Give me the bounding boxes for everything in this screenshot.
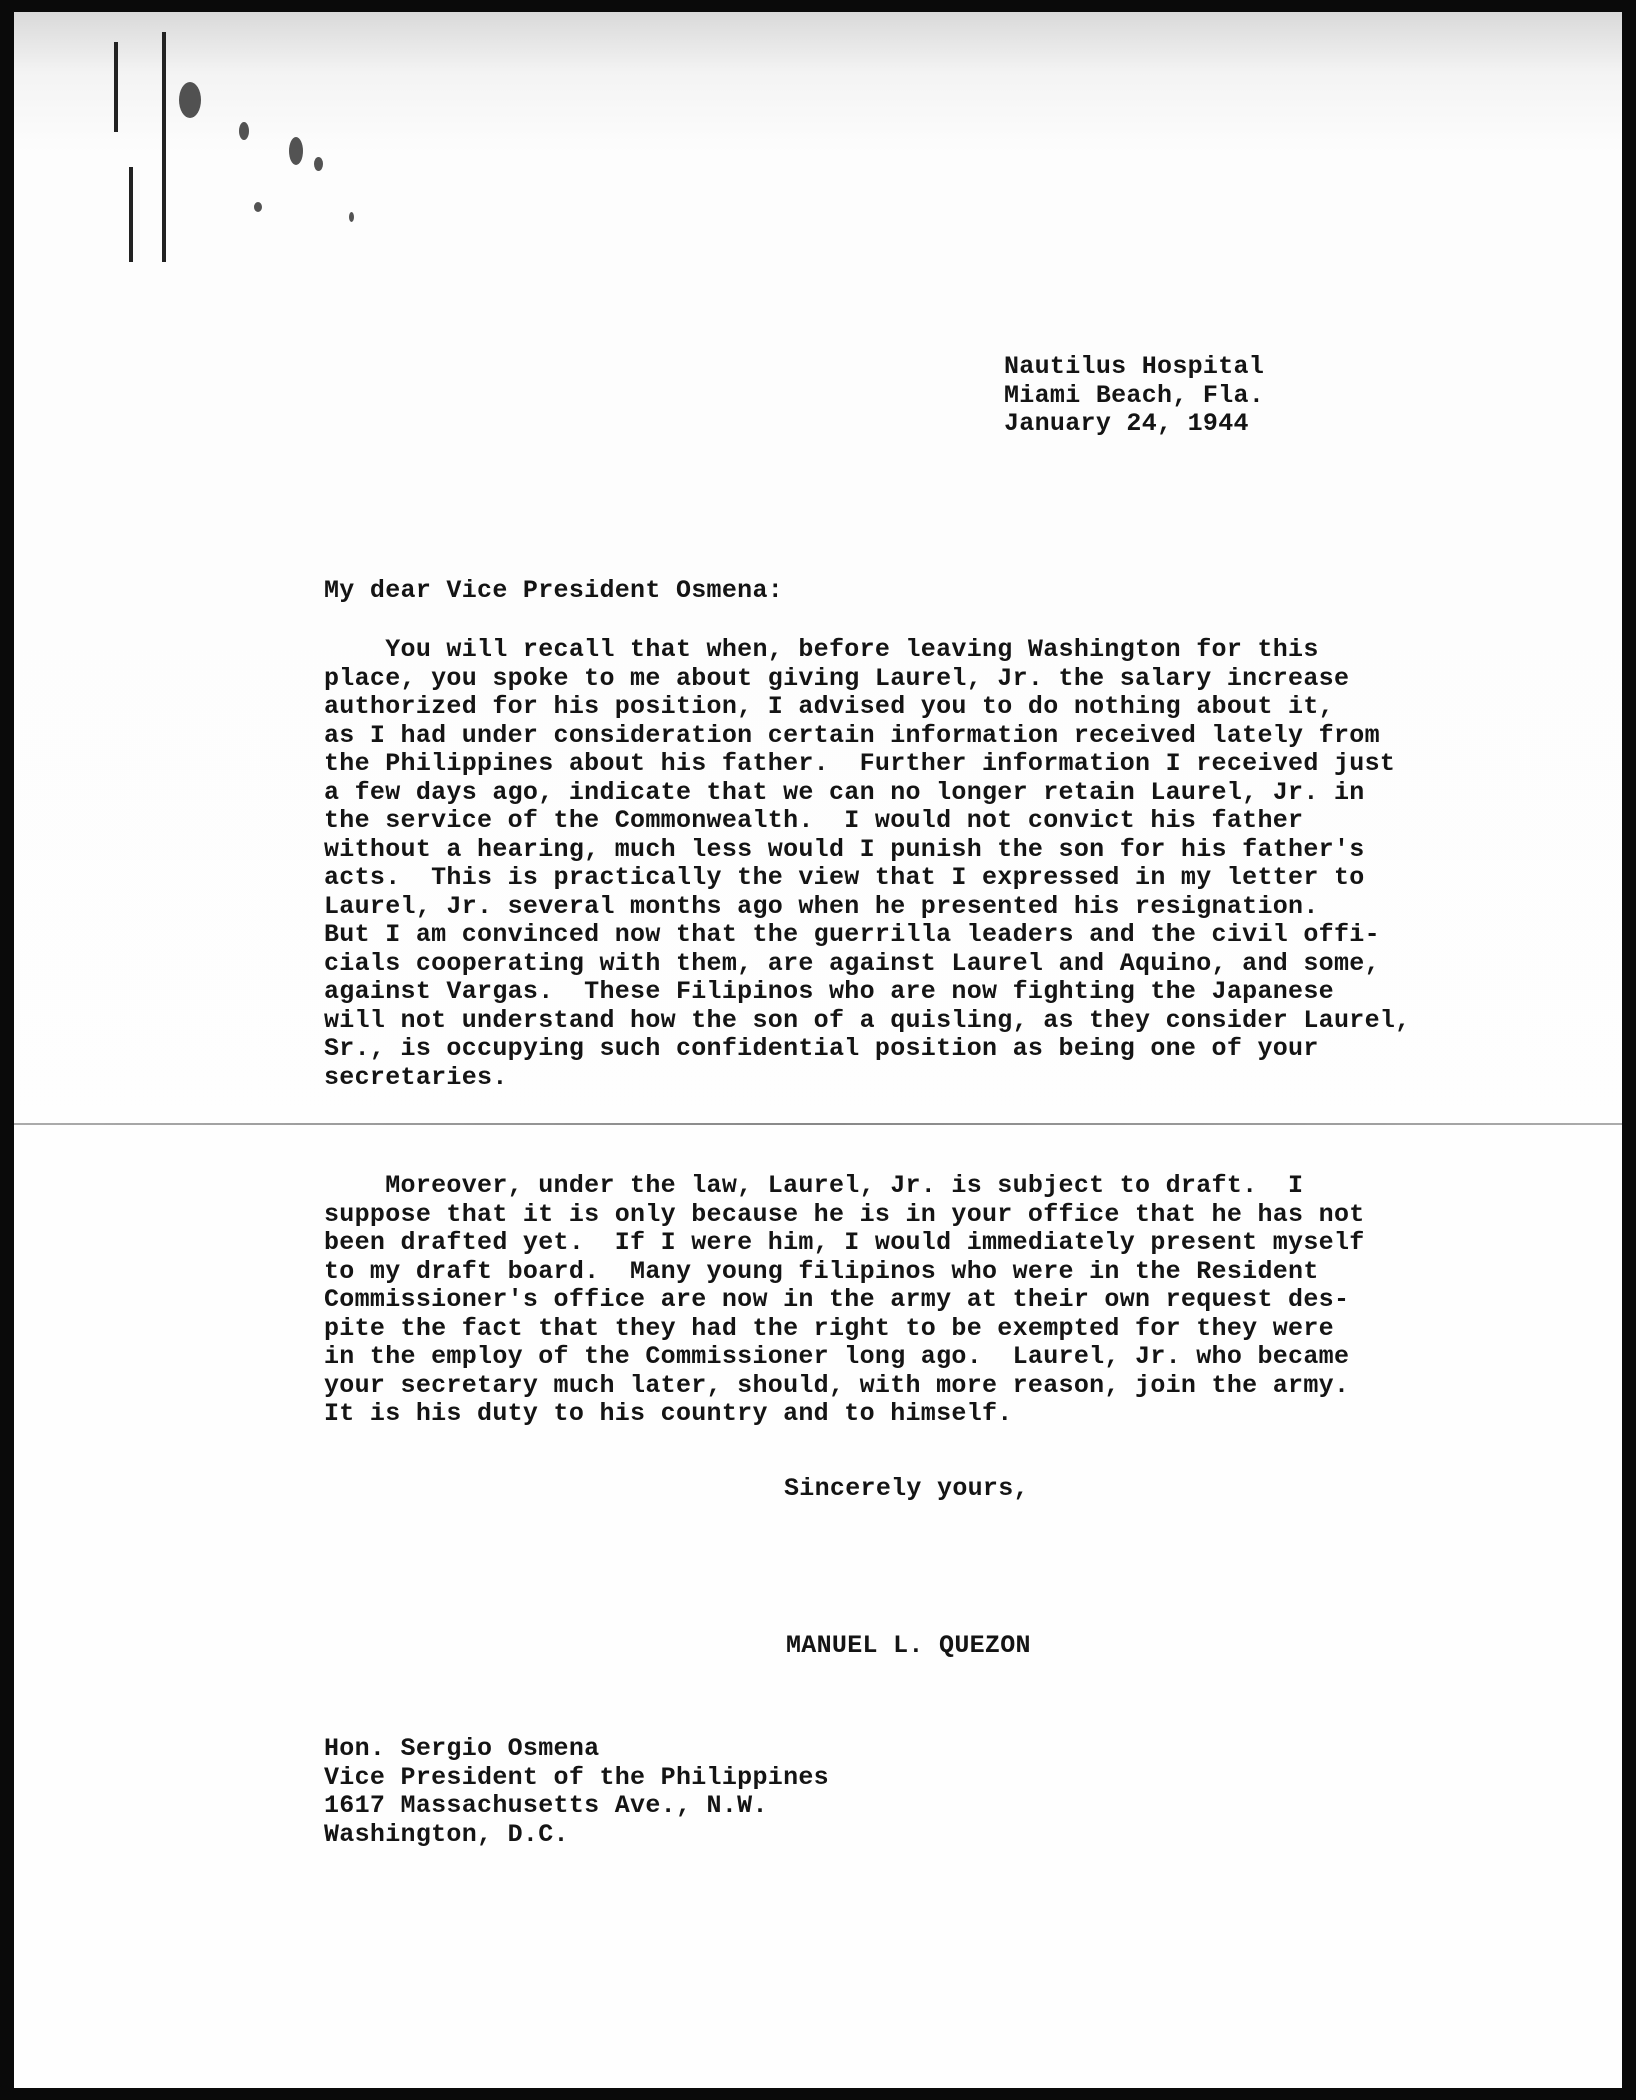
text-line: place, you spoke to me about giving Laurel, Jr. the salary increase xyxy=(324,663,1350,693)
address-line: Miami Beach, Fla. xyxy=(1004,380,1265,410)
letter-page xyxy=(14,12,1622,2088)
text-line: without a hearing, much less would I punish the son for his father's xyxy=(324,834,1365,864)
text-line: suppose that it is only because he is in your office that he has not xyxy=(324,1199,1365,1229)
signature: MANUEL L. QUEZON xyxy=(786,1631,1031,1660)
recipient-address xyxy=(324,1735,829,1849)
text-line: will not understand how the son of a quisling, as they consider Laurel, xyxy=(324,1005,1411,1035)
text-line: But I am convinced now that the guerrilla leaders and the civil offi- xyxy=(324,920,1380,949)
text-line: It is his duty to his country and to himself. xyxy=(324,1399,1013,1428)
text-line: as I had under consideration certain information received lately from xyxy=(324,720,1380,750)
text-line: Sr., is occupying such confidential position as being one of your xyxy=(324,1034,1319,1063)
recipient-street: 1617 Massachusetts Ave., N.W. xyxy=(324,1791,768,1820)
text-line: against Vargas. These Filipinos who are now fighting the Japanese xyxy=(324,977,1334,1006)
ink-smudge xyxy=(254,202,262,212)
text-line: your secretary much later, should, with more reason, join the army. xyxy=(324,1370,1350,1400)
recipient-title: Vice President of the Philippines xyxy=(324,1762,829,1792)
text-line: Moreover, under the law, Laurel, Jr. is subject to draft. I xyxy=(324,1171,1304,1200)
recipient-name: Hon. Sergio Osmena xyxy=(324,1734,600,1763)
closing: Sincerely yours, xyxy=(784,1474,1029,1503)
salutation: My dear Vice President Osmena: xyxy=(324,576,784,605)
body-paragraph-2 xyxy=(324,1172,1365,1429)
text-line: authorized for his position, I advised you to do nothing about it, xyxy=(324,692,1334,721)
ink-smudge xyxy=(239,122,249,140)
sender-address xyxy=(1004,353,1264,439)
text-line: acts. This is practically the view that I expressed in my letter to xyxy=(324,863,1365,892)
text-line: in the employ of the Commissioner long ago. Laurel, Jr. who became xyxy=(324,1342,1350,1371)
scan-mark xyxy=(129,167,133,262)
text-line: the Philippines about his father. Further information I received just xyxy=(324,749,1396,778)
text-line: been drafted yet. If I were him, I would immediately present myself xyxy=(324,1228,1365,1257)
text-line: cials cooperating with them, are against Laurel and Aquino, and some, xyxy=(324,948,1380,978)
text-line: Commissioner's office are now in the army at their own request des- xyxy=(324,1285,1350,1314)
text-line: a few days ago, indicate that we can no longer retain Laurel, Jr. in xyxy=(324,777,1365,807)
scan-mark xyxy=(114,42,118,132)
recipient-city: Washington, D.C. xyxy=(324,1819,569,1849)
scan-mark xyxy=(162,32,166,262)
page-fold-line xyxy=(14,1123,1622,1125)
text-line: Laurel, Jr. several months ago when he presented his resignation. xyxy=(324,891,1319,921)
letter-date: January 24, 1944 xyxy=(1004,409,1249,438)
text-line: You will recall that when, before leaving Washington for this xyxy=(324,635,1319,664)
text-line: secretaries. xyxy=(324,1062,508,1092)
ink-smudge xyxy=(179,82,201,118)
text-line: pite the fact that they had the right to be exempted for they were xyxy=(324,1313,1334,1343)
body-paragraph-1 xyxy=(324,636,1410,1092)
address-line: Nautilus Hospital xyxy=(1004,352,1265,381)
text-line: the service of the Commonwealth. I would not convict his father xyxy=(324,806,1304,835)
ink-smudge xyxy=(349,212,354,222)
ink-smudge xyxy=(314,157,323,171)
text-line: to my draft board. Many young filipinos who were in the Resident xyxy=(324,1256,1319,1286)
ink-smudge xyxy=(289,137,303,165)
